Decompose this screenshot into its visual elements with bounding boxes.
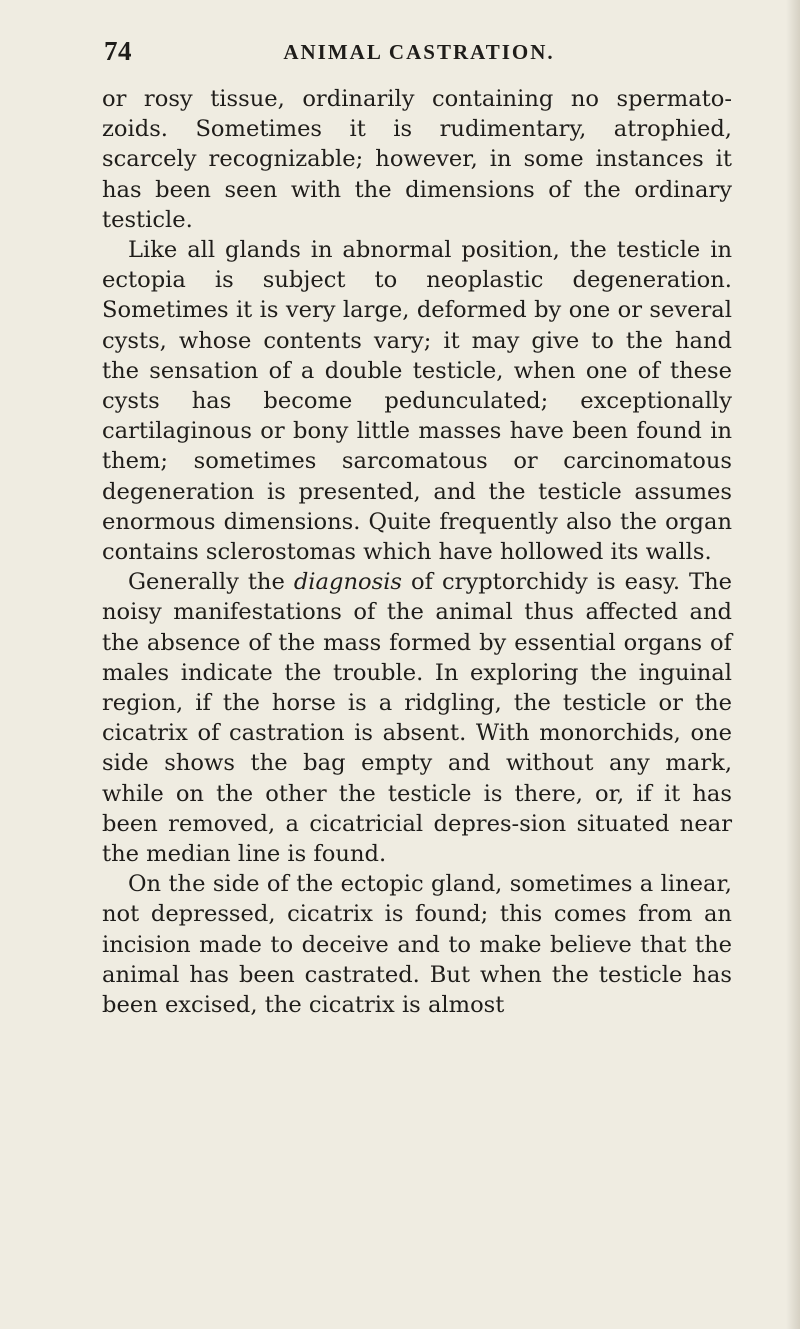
page-edge-shadow [786, 0, 800, 1329]
paragraph-1: or rosy tissue, ordinarily containing no spermato-zoids. Sometimes it is rudimentary, atrophied, scarcely recognizable; however, in some instances it has been seen with the dimensions of the ordinary testicle. [102, 86, 732, 233]
page-number: 74 [104, 36, 132, 66]
paragraph-3 [102, 567, 732, 869]
running-head: ANIMAL CASTRATION. [283, 40, 555, 64]
diagnosis-italic: diagnosis [293, 569, 403, 596]
paragraph-3-rest: of cryptorchidy is easy. The noisy manifestations of the animal thus affected and the absence of the mass formed by essential organs of males indicate the trouble. In exploring the inguinal region, if the horse is a ridgling, the testicle or the cicatrix of castration is absent. With monorchids, one side shows the bag empty and without any mark, while on the other the testicle is there, or, if it has been removed, a cicatricial depres-sion situated near the median line is found. [102, 569, 732, 868]
body-text [102, 84, 732, 1020]
paragraph-3-start: Generally the [128, 569, 294, 596]
paragraph-4: On the side of the ectopic gland, sometimes a linear, not depressed, cicatrix is found; this comes from an incision made to deceive and to make believe that the animal has been castrated. But when the testicle has been excised, the cicatrix is almost [102, 871, 732, 1019]
page-header [104, 36, 734, 70]
paragraph-2: Like all glands in abnormal position, the testicle in ectopia is subject to neoplastic degeneration. Sometimes it is very large, deformed by one or several cysts, whose contents vary; it may give to the hand the sensation of a double testicle, when one of these cysts has become pedunculated; exceptionally cartilaginous or bony little masses have been found in them; sometimes sarcomatous or carcinomatous degeneration is presented, and the testicle assumes enormous dimensions. Quite frequently also the organ contains sclerostomas which have hollowed its walls. [102, 237, 732, 566]
